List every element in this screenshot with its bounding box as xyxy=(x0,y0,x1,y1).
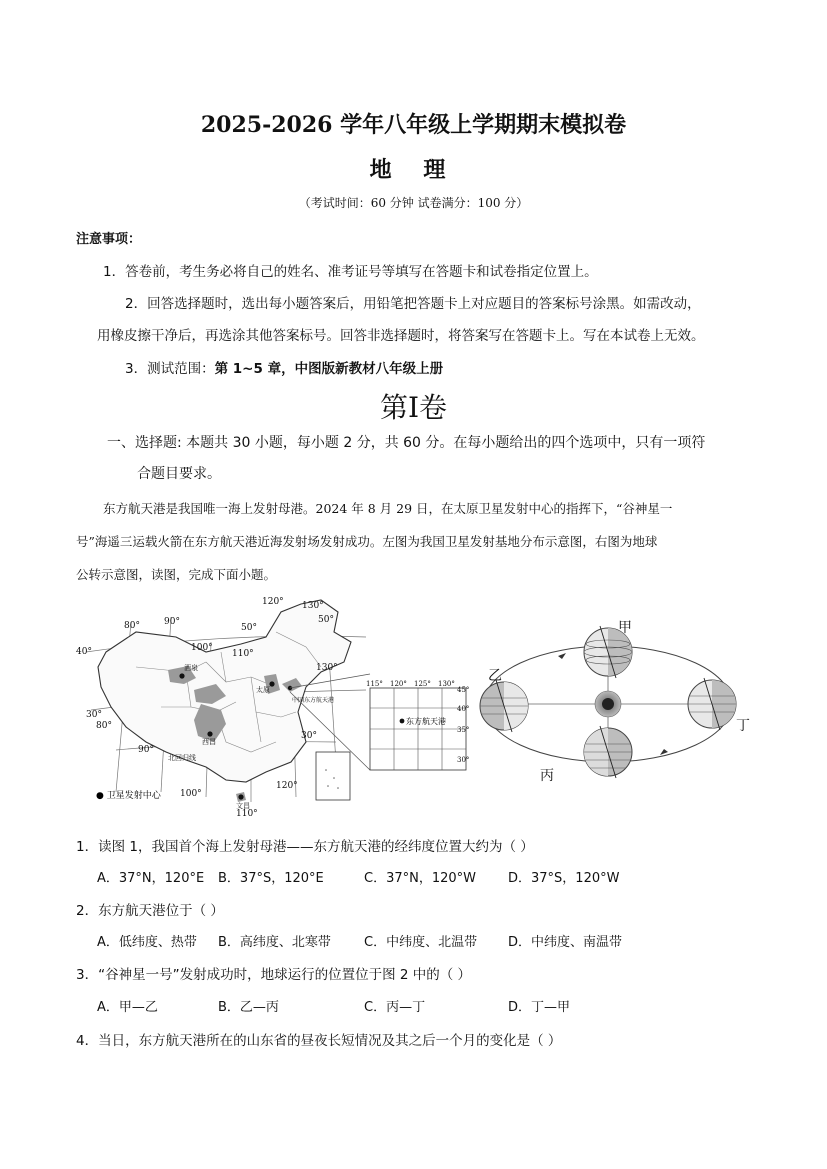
note-item-3-scope: 第 1~5 章，中图版新教材八年级上册 xyxy=(214,361,444,377)
question-1-option-c: C．37°N，120°W xyxy=(364,871,477,886)
inset-lat-35: 35° xyxy=(457,726,470,734)
question-2-option-d: D．中纬度、南温带 xyxy=(508,935,623,950)
note-item-3 xyxy=(125,357,443,377)
inset-lat-45: 45° xyxy=(457,686,470,694)
question-3-option-b: B．乙—丙 xyxy=(218,1000,279,1015)
label-lon-100-bottom: 100° xyxy=(180,789,202,799)
question-3-option-c: C．丙—丁 xyxy=(364,1000,426,1015)
label-lon-90-top: 90° xyxy=(164,617,180,627)
map-legend: ● 卫星发射中心 xyxy=(96,791,161,801)
question-3-option-d: D．丁—甲 xyxy=(508,1000,571,1015)
place-oriental-spaceport: 中国东方航天港 xyxy=(292,697,335,704)
question-1-option-d: D．37°S，120°W xyxy=(508,871,620,886)
place-taiyuan: 太原 xyxy=(256,686,270,694)
inset-lon-125: 125° xyxy=(414,680,431,688)
inset-lat-30: 30° xyxy=(457,756,470,764)
label-lon-90-bottom: 90° xyxy=(138,745,154,755)
label-lon-120-bottom: 120° xyxy=(276,781,298,791)
question-2-option-c: C．中纬度、北温带 xyxy=(364,935,478,950)
subject-title: 地 理 xyxy=(369,157,458,183)
label-lat-50-right: 50° xyxy=(318,615,334,625)
place-wenchang: 文昌 xyxy=(236,802,250,810)
spaceport-label: 东方航天港 xyxy=(406,717,446,726)
question-1-stem: 1．读图 1，我国首个海上发射母港——东方航天港的经纬度位置大约为（ ） xyxy=(76,839,534,855)
label-lon-130-right: 130° xyxy=(316,663,338,673)
inset-lon-120: 120° xyxy=(390,680,407,688)
label-ding: 丁 xyxy=(736,718,750,734)
section-heading-line1: 一、选择题: 本题共 30 小题，每小题 2 分，共 60 分。在每小题给出的四个选项中，只有一项符 xyxy=(107,435,706,451)
earth-position-ding xyxy=(688,678,736,730)
china-launch-sites-map xyxy=(76,592,480,818)
label-lat-50: 50° xyxy=(241,623,257,633)
passage-line1: 东方航天港是我国唯一海上发射母港。2024 年 8 月 29 日，在太原卫星发射中心的指挥下，“谷神星一 xyxy=(103,501,673,516)
note-item-2-line2: 用橡皮擦干净后，再选涂其他答案标号。回答非选择题时，将答案写在答题卡上。写在本试卷上无效。 xyxy=(97,328,705,344)
label-lon-80-bottom: 80° xyxy=(96,721,112,731)
question-3-option-a: A．甲—乙 xyxy=(97,1000,158,1015)
exam-info: （考试时间：60 分钟 试卷满分：100 分） xyxy=(298,196,529,210)
earth-position-yi xyxy=(480,680,528,732)
label-jia: 甲 xyxy=(618,620,632,636)
label-lat-30-right: 30° xyxy=(301,731,317,741)
section-heading-line2: 合题目要求。 xyxy=(137,466,221,482)
label-lon-120-top: 120° xyxy=(262,597,284,607)
label-lon-110-bottom: 110° xyxy=(236,809,258,818)
inset-lon-115: 115° xyxy=(366,680,383,688)
label-lon-80-top: 80° xyxy=(124,621,140,631)
label-lon-100-top: 100° xyxy=(191,643,213,653)
question-1-option-b: B．37°S，120°E xyxy=(218,871,324,886)
label-lon-110-top: 110° xyxy=(232,649,254,659)
south-china-sea-inset xyxy=(316,752,350,800)
label-lat-40: 40° xyxy=(76,647,92,657)
label-lon-130-top: 130° xyxy=(302,601,324,611)
place-jiuquan: 酒泉 xyxy=(184,664,198,672)
question-2-stem: 2．东方航天港位于（ ） xyxy=(76,903,224,919)
question-2-option-b: B．高纬度、北寒带 xyxy=(218,935,331,950)
question-1-option-a: A．37°N，120°E xyxy=(97,871,205,886)
question-2-option-a: A．低纬度、热带 xyxy=(97,935,197,950)
label-bing: 丙 xyxy=(540,768,554,784)
inset-lon-130: 130° xyxy=(438,680,455,688)
question-4-stem: 4．当日，东方航天港所在的山东省的昼夜长短情况及其之后一个月的变化是（ ） xyxy=(76,1033,562,1049)
label-lat-30: 30° xyxy=(86,710,102,720)
note-item-3-prefix: 3．测试范围： xyxy=(125,361,215,377)
earth-position-bing xyxy=(584,726,632,778)
part-title: 第Ⅰ卷 xyxy=(379,391,448,424)
place-tropic: 北回归线 xyxy=(168,754,196,762)
inset-lat-40: 40° xyxy=(457,705,470,713)
note-item-1: 1．答卷前，考生务必将自己的姓名、准考证号等填写在答题卡和试卷指定位置上。 xyxy=(103,264,598,280)
passage-line3: 公转示意图，读图，完成下面小题。 xyxy=(76,567,277,582)
note-item-2-line1: 2．回答选择题时，选出每小题答案后，用铅笔把答题卡上对应题目的答案标号涂黑。如需改动， xyxy=(125,296,701,312)
earth-revolution-diagram xyxy=(478,612,758,788)
passage-line2: 号”海遥三运载火箭在东方航天港近海发射场发射成功。左图为我国卫星发射基地分布示意图，右图为地球 xyxy=(76,534,658,549)
place-xichang: 西昌 xyxy=(202,738,216,746)
exam-title: 2025-2026 学年八年级上学期期末模拟卷 xyxy=(200,112,627,138)
notes-heading: 注意事项： xyxy=(76,232,142,247)
label-yi: 乙 xyxy=(488,668,502,684)
question-3-stem: 3．“谷神星一号”发射成功时，地球运行的位置位于图 2 中的（ ） xyxy=(76,967,472,983)
